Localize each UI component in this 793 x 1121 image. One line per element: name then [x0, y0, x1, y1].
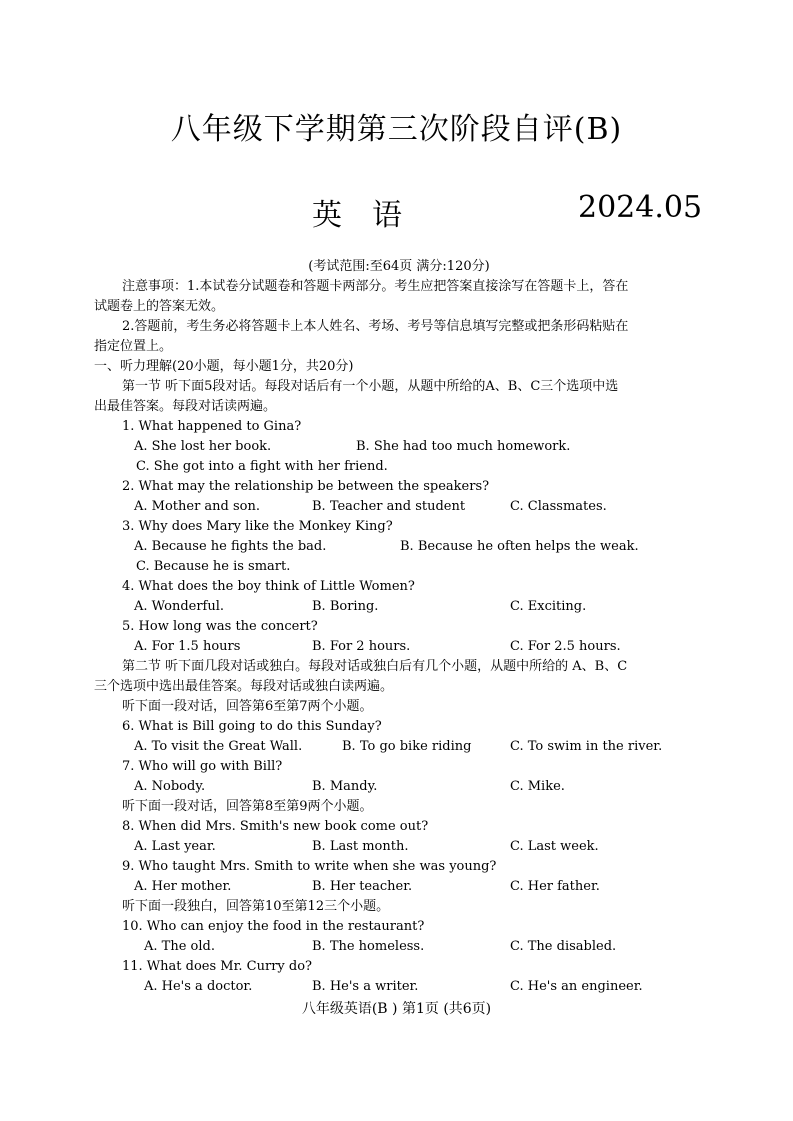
- option-c: C. To swim in the river.: [510, 739, 663, 754]
- option-b: B. Last month.: [312, 839, 409, 854]
- question-stem: 7. Who will go with Bill?: [122, 759, 283, 774]
- note-2-line-1: 2.答题前，考生务必将答题卡上本人姓名、考场、考号等信息填写完整或把条形码粘贴在: [122, 319, 629, 334]
- option-b: B. Her teacher.: [312, 879, 413, 894]
- option-b: B. For 2 hours.: [312, 639, 411, 654]
- option-b: B. Teacher and student: [312, 499, 466, 514]
- option-a: A. To visit the Great Wall.: [134, 739, 303, 754]
- option-c: C. Exciting.: [510, 599, 587, 614]
- part-2-instruction-line-1: 第二节 听下面几段对话或独白。每段对话或独白后有几个小题，从题中所给的 A、B、C: [122, 659, 628, 674]
- question-stem: 2. What may the relationship be between the speakers?: [122, 479, 490, 494]
- note-1-line-2: 试题卷上的答案无效。: [94, 299, 225, 314]
- exam-date: 2024.05: [578, 190, 703, 225]
- option-c: C. She got into a fight with her friend.: [136, 459, 388, 474]
- option-b: B. She had too much homework.: [356, 439, 571, 454]
- page-footer: 八年级英语(B ) 第1页 (共6页): [301, 1001, 492, 1017]
- option-b: B. He's a writer.: [312, 979, 419, 994]
- option-a: A. The old.: [144, 939, 215, 954]
- subject-label: [312, 190, 402, 234]
- option-c: C. Last week.: [510, 839, 599, 854]
- question-options: [94, 937, 704, 957]
- option-c: C. Mike.: [510, 779, 565, 794]
- question-options: [94, 637, 704, 657]
- option-a: A. Mother and son.: [134, 499, 261, 514]
- part-1-instruction-line-2: 出最佳答案。每段对话读两遍。: [94, 399, 277, 414]
- question-options: [94, 457, 704, 477]
- question-options: [94, 557, 704, 577]
- question-options: [94, 597, 704, 617]
- option-a: A. She lost her book.: [134, 439, 272, 454]
- option-c: C. Because he is smart.: [136, 559, 291, 574]
- option-b: B. To go bike riding: [342, 739, 472, 754]
- option-a: A. For 1.5 hours: [134, 639, 241, 654]
- question-stem: 8. When did Mrs. Smith's new book come out?: [122, 819, 429, 834]
- question-options: [94, 877, 704, 897]
- option-a: A. Because he fights the bad.: [134, 539, 327, 554]
- question-stem: 9. Who taught Mrs. Smith to write when she was young?: [122, 859, 497, 874]
- option-a: A. Last year.: [134, 839, 216, 854]
- option-a: A. Wonderful.: [134, 599, 225, 614]
- question-options: [94, 437, 704, 457]
- option-c: C. Classmates.: [510, 499, 607, 514]
- question-options: [94, 977, 704, 997]
- exam-content: [94, 257, 704, 997]
- option-b: B. Mandy.: [312, 779, 378, 794]
- question-stem: 4. What does the boy think of Little Women?: [122, 579, 415, 594]
- option-c: C. Her father.: [510, 879, 600, 894]
- part-1-instruction-line-1: 第一节 听下面5段对话。每段对话后有一个小题，从题中所给的A、B、C三个选项中选: [122, 379, 619, 394]
- question-options: [94, 737, 704, 757]
- question-stem: 3. Why does Mary like the Monkey King?: [122, 519, 393, 534]
- part-2-instruction-line-2: 三个选项中选出最佳答案。每段对话或独白读两遍。: [94, 679, 394, 694]
- note-2-line-2: 指定位置上。: [94, 339, 173, 354]
- question-options: [94, 837, 704, 857]
- subject-char-2: 语: [372, 198, 402, 233]
- option-a: A. Nobody.: [134, 779, 206, 794]
- listening-instruction: 听下面一段独白，回答第10至第12三个小题。: [122, 899, 390, 914]
- question-stem: 10. Who can enjoy the food in the restaurant?: [122, 919, 425, 934]
- listening-instruction: 听下面一段对话，回答第8至第9两个小题。: [122, 799, 373, 814]
- question-options: [94, 497, 704, 517]
- question-stem: 5. How long was the concert?: [122, 619, 318, 634]
- question-options: [94, 537, 704, 557]
- question-stem: 1. What happened to Gina?: [122, 419, 302, 434]
- question-stem: 11. What does Mr. Curry do?: [122, 959, 312, 974]
- exam-title: 八年级下学期第三次阶段自评(B): [170, 112, 623, 147]
- option-b: B. The homeless.: [312, 939, 425, 954]
- question-stem: 6. What is Bill going to do this Sunday?: [122, 719, 382, 734]
- option-b: B. Boring.: [312, 599, 379, 614]
- option-b: B. Because he often helps the weak.: [400, 539, 639, 554]
- exam-info: (考试范围:至64页 满分:120分): [308, 259, 490, 274]
- subject-char-1: 英: [312, 198, 342, 233]
- option-a: A. He's a doctor.: [144, 979, 253, 994]
- option-c: C. For 2.5 hours.: [510, 639, 621, 654]
- listening-instruction: 听下面一段对话，回答第6至第7两个小题。: [122, 699, 373, 714]
- option-c: C. The disabled.: [510, 939, 617, 954]
- section-title: 一、听力理解(20小题，每小题1分，共20分): [94, 359, 354, 374]
- question-options: [94, 777, 704, 797]
- option-a: A. Her mother.: [134, 879, 232, 894]
- option-c: C. He's an engineer.: [510, 979, 643, 994]
- note-1-line-1: 注意事项：1.本试卷分试题卷和答题卡两部分。考生应把答案直接涂写在答题卡上，答在: [122, 279, 629, 294]
